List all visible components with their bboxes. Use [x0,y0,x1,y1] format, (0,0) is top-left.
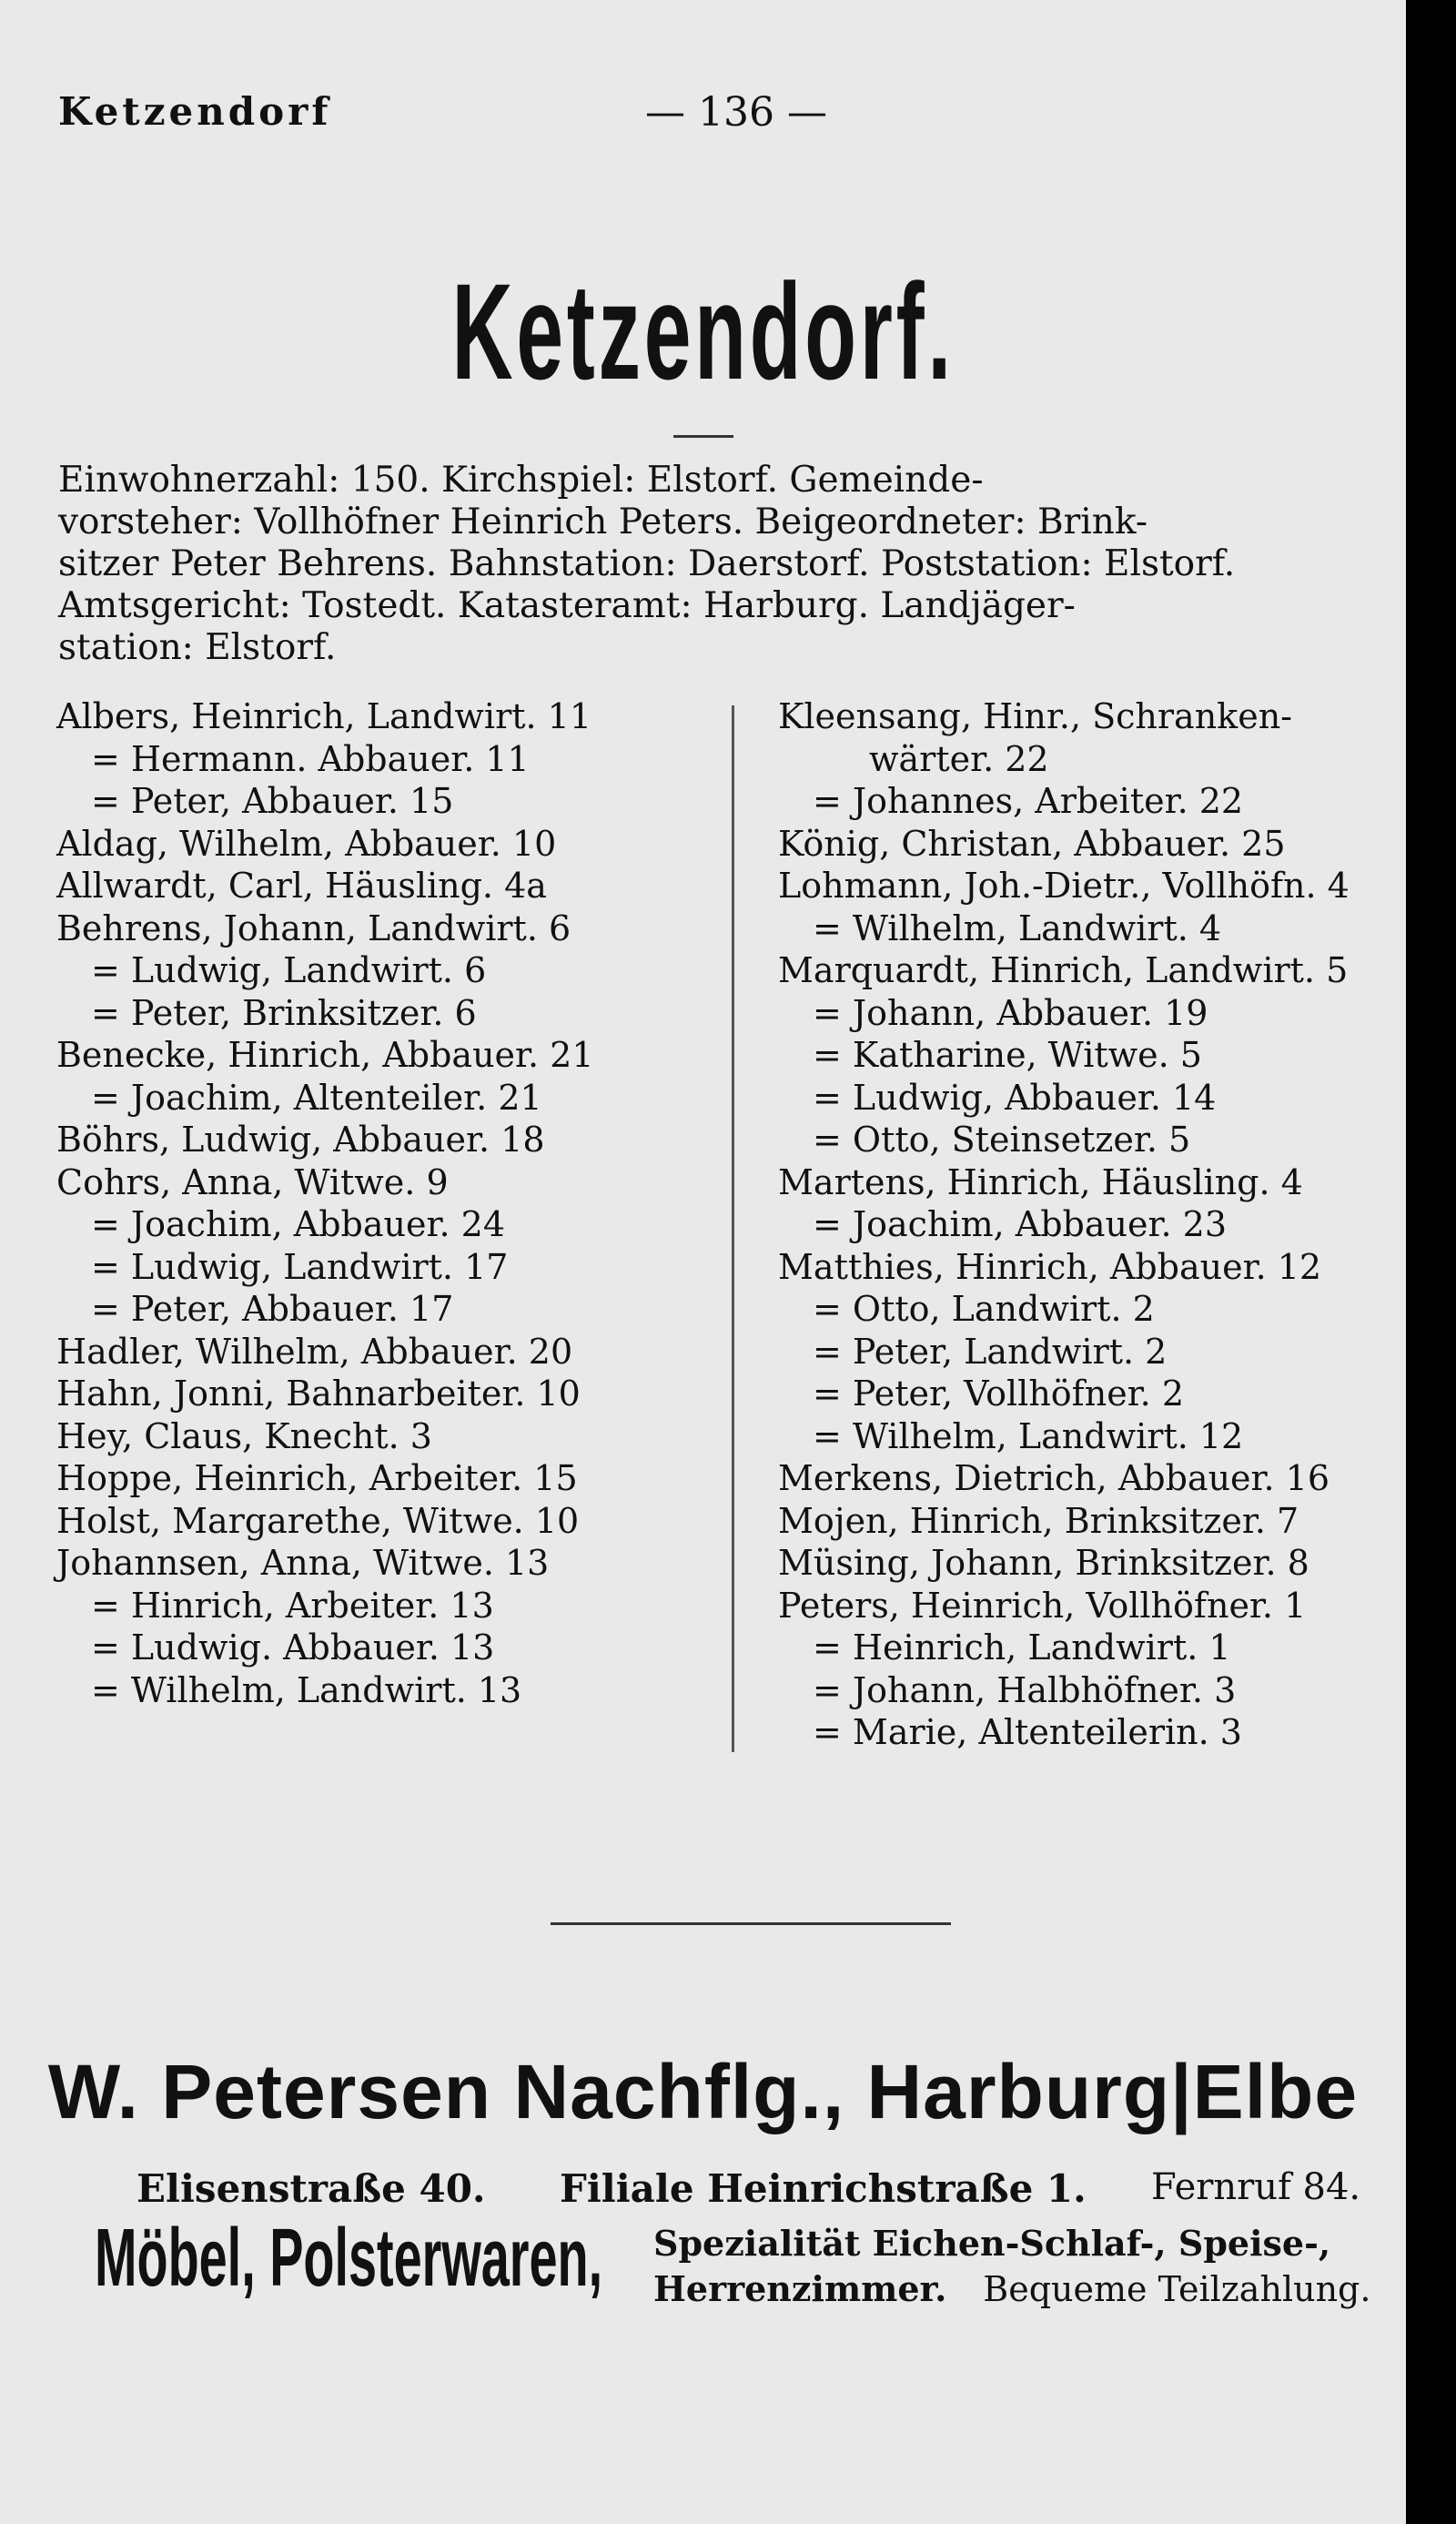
page-header [58,89,1370,144]
resident-entry: Merkens, Dietrich, Abbauer. 16 [778,1458,1330,1498]
resident-entry: = Hermann. Abbauer. 11 [91,738,530,779]
resident-entry: = Wilhelm, Landwirt. 13 [91,1669,522,1710]
village-info-line: Einwohnerzahl: 150. Kirchspiel: Elstorf. Gemeinde- [58,460,984,501]
resident-entry: Hey, Claus, Knecht. 3 [56,1415,432,1456]
village-info-line: vorsteher: Vollhöfner Heinrich Peters. Beigeordneter: Brink- [58,502,1148,542]
resident-entry: = Otto, Steinsetzer. 5 [813,1120,1191,1160]
resident-entry: = Marie, Altenteilerin. 3 [813,1712,1242,1752]
column-divider [732,705,734,1752]
page-number: — 136 — [645,89,827,136]
resident-entry: = Ludwig. Abbauer. 13 [91,1627,495,1667]
resident-entry: Matthies, Hinrich, Abbauer. 12 [778,1246,1322,1287]
resident-entry: = Ludwig, Landwirt. 6 [91,950,487,990]
resident-entry: = Peter, Abbauer. 15 [91,781,454,821]
resident-entry: Johannsen, Anna, Witwe. 13 [56,1543,550,1583]
page-title: Ketzendorf. [451,255,955,408]
resident-entry: Peters, Heinrich, Vollhöfner. 1 [778,1585,1307,1626]
resident-entry: = Wilhelm, Landwirt. 12 [813,1415,1244,1456]
village-info-line: sitzer Peter Behrens. Bahnstation: Daerstorf. Poststation: Elstorf. [58,543,1236,584]
ad-specialty-rooms: Herrenzimmer. [653,2268,947,2309]
resident-entry: Aldag, Wilhelm, Abbauer. 10 [56,823,557,864]
resident-entry: Martens, Hinrich, Häusling. 4 [778,1161,1303,1202]
resident-entry: = Peter, Brinksitzer. 6 [91,992,477,1033]
resident-entry: = Johannes, Arbeiter. 22 [813,781,1244,821]
residents-column-left [56,695,712,1711]
ad-phone: Fernruf 84. [1151,2166,1361,2208]
resident-entry: wärter. 22 [869,738,1049,779]
resident-entry: Allwardt, Carl, Häusling. 4a [56,866,547,906]
ad-specialty-line2 [653,2268,1370,2309]
ad-branch: Filiale Heinrichstraße 1. [560,2166,1087,2211]
resident-entry: = Ludwig, Landwirt. 17 [91,1246,509,1287]
resident-entry: Hoppe, Heinrich, Arbeiter. 15 [56,1458,578,1498]
resident-entry: Behrens, Johann, Landwirt. 6 [56,907,571,948]
resident-entry: = Peter, Landwirt. 2 [813,1331,1168,1372]
ad-specialty: Spezialität Eichen-Schlaf-, Speise-, [653,2223,1331,2264]
resident-entry: Cohrs, Anna, Witwe. 9 [56,1161,449,1202]
resident-entry: Hadler, Wilhelm, Abbauer. 20 [56,1331,573,1372]
resident-entry: Benecke, Hinrich, Abbauer. 21 [56,1035,594,1075]
resident-entry: Kleensang, Hinr., Schranken- [778,696,1293,736]
resident-entry: = Joachim, Abbauer. 24 [91,1204,505,1244]
resident-entry: = Joachim, Altenteiler. 21 [91,1077,542,1118]
ad-address: Elisenstraße 40. [136,2166,486,2211]
title-divider [673,435,733,438]
village-info-line: Amtsgericht: Tostedt. Katasteramt: Harburg. Landjäger- [58,585,1076,626]
resident-entry: = Heinrich, Landwirt. 1 [813,1627,1231,1667]
resident-entry: Müsing, Johann, Brinksitzer. 8 [778,1543,1309,1583]
resident-entry: = Peter, Vollhöfner. 2 [813,1374,1185,1414]
resident-entry: = Wilhelm, Landwirt. 4 [813,907,1222,948]
resident-entry: = Katharine, Witwe. 5 [813,1035,1202,1075]
resident-entry: = Peter, Abbauer. 17 [91,1289,454,1329]
village-info-line: station: Elstorf. [58,627,337,668]
resident-entry: = Johann, Halbhöfner. 3 [813,1669,1237,1710]
resident-entry: = Joachim, Abbauer. 23 [813,1204,1227,1244]
village-info [58,460,1387,669]
resident-entry: Marquardt, Hinrich, Landwirt. 5 [778,950,1349,990]
section-divider [551,1922,951,1925]
resident-entry: = Hinrich, Arbeiter. 13 [91,1585,494,1626]
resident-entry: Albers, Heinrich, Landwirt. 11 [56,696,592,736]
ad-payment: Bequeme Teilzahlung. [983,2269,1371,2309]
running-title: Ketzendorf [58,89,332,134]
ad-firm-name: W. Petersen Nachflg., Harburg|Elbe [47,2049,1359,2134]
resident-entry: = Ludwig, Abbauer. 14 [813,1077,1217,1118]
resident-entry: = Otto, Landwirt. 2 [813,1289,1155,1329]
resident-entry: König, Christan, Abbauer. 25 [778,823,1286,864]
resident-entry: = Johann, Abbauer. 19 [813,992,1208,1033]
residents-column-right [778,695,1397,1754]
resident-entry: Lohmann, Joh.-Dietr., Vollhöfn. 4 [778,866,1350,906]
ad-goods: Möbel, Polsterwaren, [95,2213,603,2304]
resident-entry: Mojen, Hinrich, Brinksitzer. 7 [778,1500,1299,1541]
resident-entry: Hahn, Jonni, Bahnarbeiter. 10 [56,1374,581,1414]
resident-entry: Böhrs, Ludwig, Abbauer. 18 [56,1120,545,1160]
resident-entry: Holst, Margarethe, Witwe. 10 [56,1500,580,1541]
